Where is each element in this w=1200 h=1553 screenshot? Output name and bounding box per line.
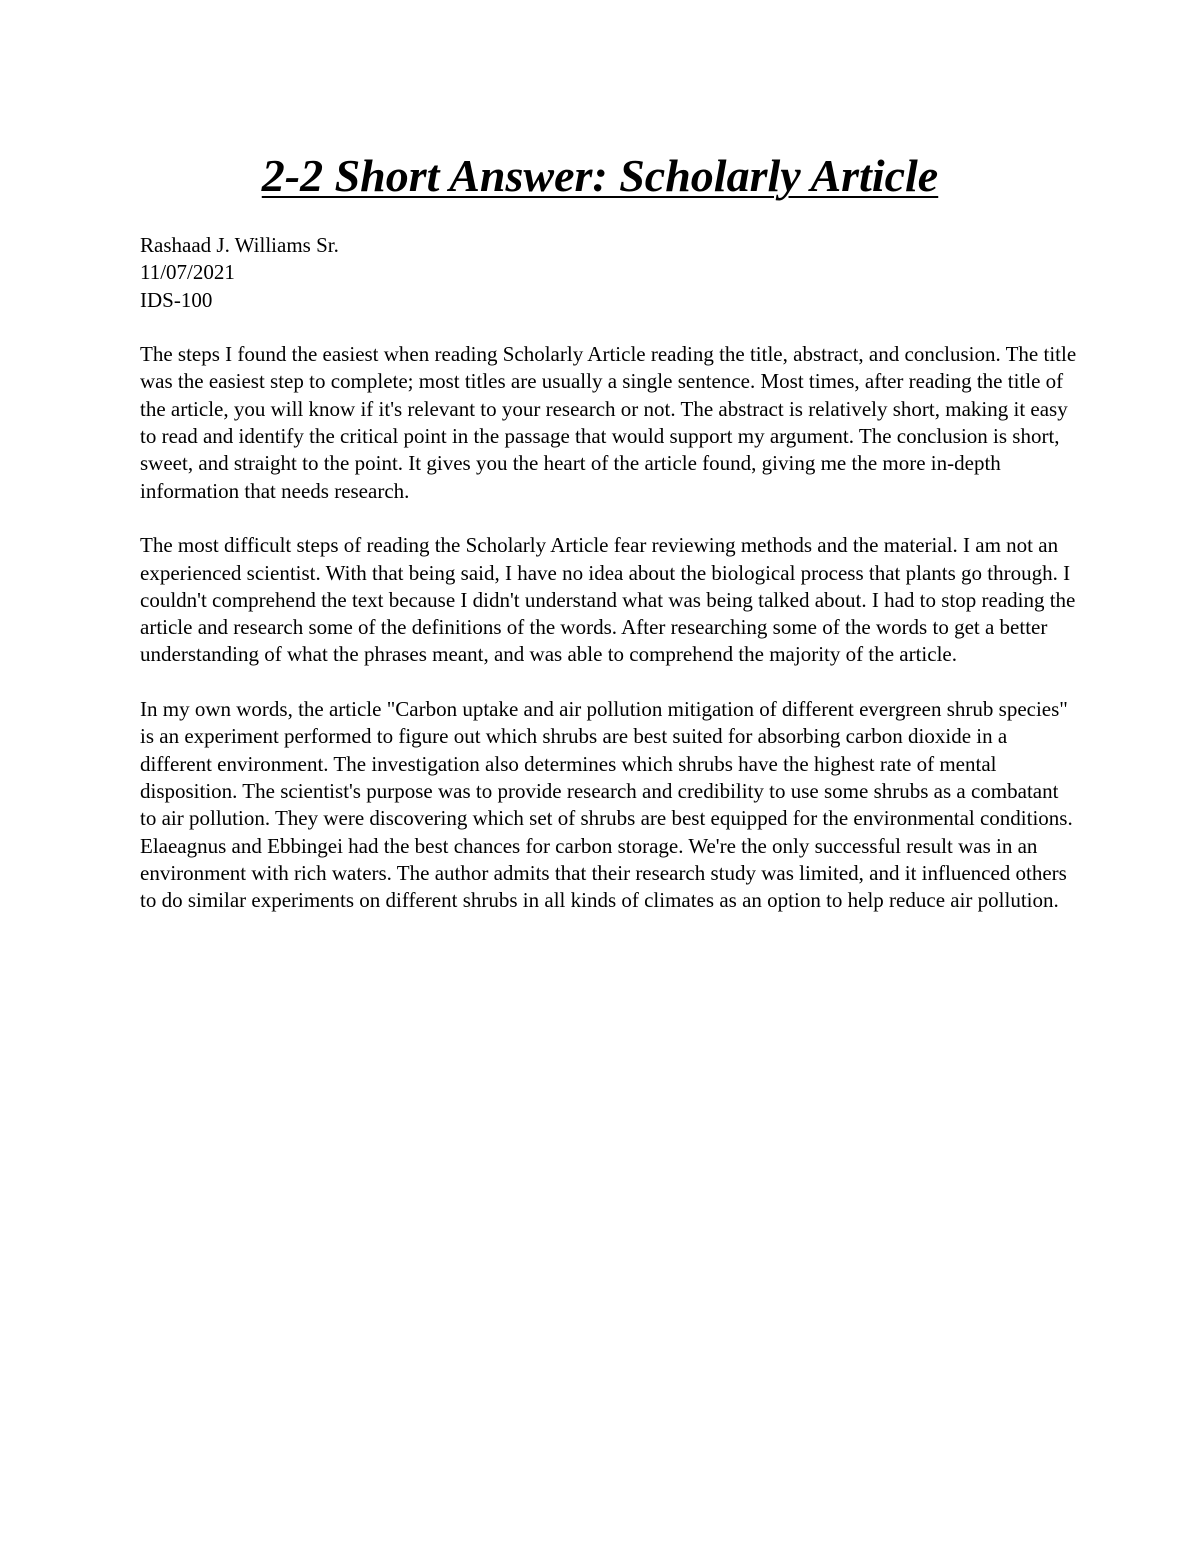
paragraph-difficult-steps: The most difficult steps of reading the Scholarly Article fear reviewing methods and the material. I am not an experienced scientist. With that being said, I have no idea about the biological process that plants go through. I couldn't comprehend the text because I didn't understand what was being talked about. I had to stop reading the article and research some of the definitions of the words. After researching some of the words to get a better understanding of what the phrases meant, and was able to comprehend the majority of the article. <box>140 533 1076 667</box>
paragraph-summary: In my own words, the article "Carbon uptake and air pollution mitigation of different evergreen shrub species" is an experiment performed to figure out which shrubs are best suited for absorbing carbon dioxide in a different environment. The investigation also determines which shrubs have the highest rate of mental disposition. The scientist's purpose was to provide research and credibility to use some shrubs as a combatant to air pollution. They were discovering which set of shrubs are best equipped for the environmental conditions. Elaeagnus and Ebbingei had the best chances for carbon storage. We're the only successful result was in an environment with rich waters. The author admits that their research study was limited, and it influenced others to do similar experiments on different shrubs in all kinds of climates as an option to help reduce air pollution. <box>140 697 1073 913</box>
document-date: 11/07/2021 <box>140 260 235 285</box>
document-title: 2-2 Short Answer: Scholarly Article <box>261 150 939 201</box>
paragraph-easiest-steps: The steps I found the easiest when reading Scholarly Article reading the title, abstract, and conclusion. The title was the easiest step to complete; most titles are usually a single sentence. Most times, after reading the title of the article, you will know if it's relevant to your research or not. The abstract is relatively short, making it easy to read and identify the critical point in the passage that would support my argument. The conclusion is short, sweet, and straight to the point. It gives you the heart of the article found, giving me the more in-depth information that needs research. <box>140 342 1077 503</box>
course-code: IDS-100 <box>140 287 213 312</box>
author-name: Rashaad J. Williams Sr. <box>140 233 339 257</box>
header-block <box>140 232 1080 314</box>
document-body <box>140 232 1080 942</box>
